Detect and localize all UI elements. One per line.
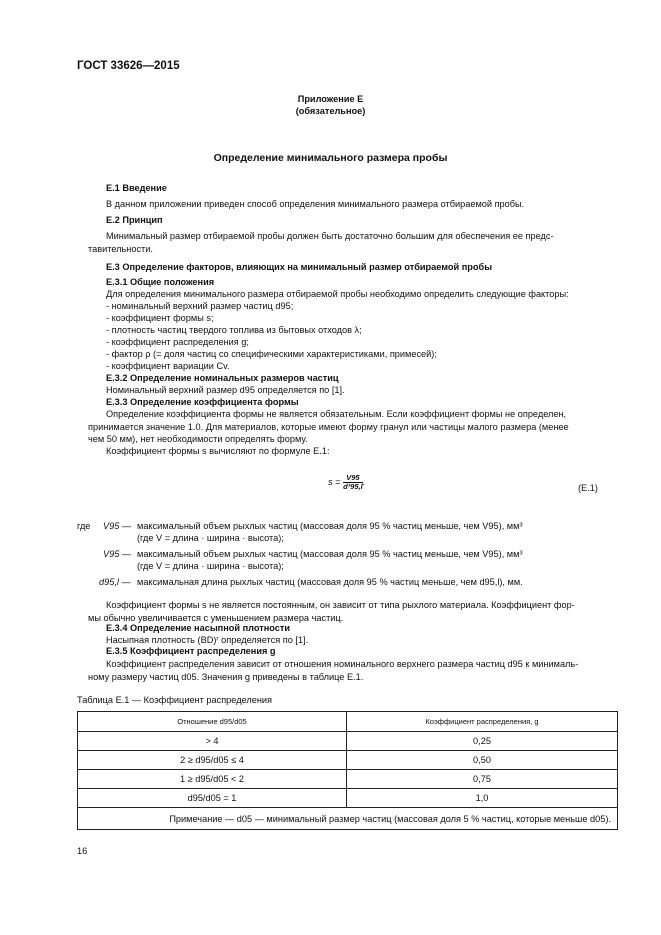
appendix-status: (обязательное) (295, 106, 366, 116)
distribution-table (77, 711, 618, 830)
table-row (78, 789, 618, 808)
e3-heading: Е.3 Определение факторов, влияющих на минимальный размер отбираемой пробы (106, 262, 493, 272)
formula (328, 474, 365, 491)
appendix-title: Приложение Е (297, 94, 364, 104)
list-item: - фактор ρ (= доля частиц со специфическими характеристиками, примесей); (106, 349, 437, 359)
formula-label: (Е.1) (578, 483, 598, 493)
table-cell-ratio: 2 ≥ d95/d05 ≤ 4 (78, 751, 347, 770)
e33-heading: Е.3.3 Определение коэффициента формы (106, 397, 299, 407)
where-note: (где V = длина · ширина · высота); (137, 561, 284, 571)
list-item: - плотность частиц твердого топлива из бытовых отходов λ; (106, 325, 362, 335)
table-row (78, 732, 618, 751)
table-row (78, 770, 618, 789)
where-definition: максимальная длина рыхлых частиц (массовая доля 95 % частиц меньше, чем d95,l), мм. (137, 577, 523, 587)
table-header-g: Коэффициент распределения, g (347, 712, 618, 732)
where-symbol: V95 — (103, 549, 132, 559)
e35-text-1: Коэффициент распределения зависит от отношения номинального верхнего размера частиц d95 к минималь- (106, 659, 579, 669)
e31-intro: Для определения минимального размера отбираемой пробы необходимо определить следующие факторы: (106, 289, 569, 299)
table-cell-ratio: > 4 (78, 732, 347, 751)
e33-formula-intro: Коэффициент формы s вычисляют по формуле Е.1: (106, 446, 330, 456)
where-note: (где V = длина · ширина · высота); (137, 533, 284, 543)
e33-text-1: Определение коэффициента формы не является обязательным. Если коэффициент формы не определен, (106, 409, 567, 419)
formula-end: . (362, 476, 366, 487)
table-note: Примечание — d05 — минимальный размер частиц (массовая доля 5 % частиц, которые меньше d05). (78, 808, 618, 830)
e1-text: В данном приложении приведен способ определения минимального размера отбираемой пробы. (106, 199, 525, 209)
e33-text-2: принимается значение 1.0. Для материалов, которые имеют форму гранул или частицы малого размера (менее (88, 422, 569, 432)
e34-text: Насыпная плотность (BD)ʳ определяется по [1]. (106, 635, 309, 645)
e2-text-2: тавительности. (88, 244, 153, 254)
formula-denominator: d³95,l (343, 482, 363, 491)
table-header-ratio: Отношение d95/d05 (78, 712, 347, 732)
where-definition: максимальный объем рыхлых частиц (массовая доля 95 % частиц меньше, чем V95), мм³ (137, 521, 523, 531)
e2-heading: Е.2 Принцип (106, 215, 163, 225)
e35-heading: Е.3.5 Коэффициент распределения g (106, 646, 276, 656)
list-item: - номинальный верхний размер частиц d95; (106, 301, 294, 311)
e31-heading: Е.3.1 Общие положения (106, 277, 215, 287)
table-cell-ratio: 1 ≥ d95/d05 < 2 (78, 770, 347, 789)
table-cell-ratio: d95/d05 = 1 (78, 789, 347, 808)
e34-heading: Е.3.4 Определение насыпной плотности (106, 623, 291, 633)
list-item: - коэффициент вариации Cv. (106, 361, 230, 371)
table-cell-g: 0,50 (347, 751, 618, 770)
table-cell-g: 0,25 (347, 732, 618, 751)
shape-note-2: мы обычно увеличивается с уменьшением размера частиц. (88, 613, 344, 623)
e1-heading: Е.1 Введение (106, 183, 167, 193)
e32-text: Номинальный верхний размер d95 определяется по [1]. (106, 385, 345, 395)
formula-fraction (343, 474, 363, 491)
table-cell-g: 1,0 (347, 789, 618, 808)
e2-text-1: Минимальный размер отбираемой пробы должен быть достаточно большим для обеспечения ее предс- (106, 231, 554, 241)
formula-lhs: s = (328, 476, 341, 487)
table-cell-g: 0,75 (347, 770, 618, 789)
list-item: - коэффициент распределения g; (106, 337, 249, 347)
where-definition: максимальный объем рыхлых частиц (массовая доля 95 % частиц меньше, чем V95), мм³ (137, 549, 523, 559)
formula-numerator: V95 (343, 474, 363, 483)
list-item: - коэффициент формы s; (106, 313, 214, 323)
table-caption: Таблица Е.1 — Коэффициент распределения (77, 695, 273, 705)
e32-heading: Е.3.2 Определение номинальных размеров частиц (106, 373, 339, 383)
document-header: ГОСТ 33626—2015 (77, 60, 180, 72)
where-symbol: d95,l — (99, 577, 131, 587)
e33-text-3: чем 50 мм), нет необходимости определять форму. (88, 434, 308, 444)
main-title: Определение минимального размера пробы (213, 152, 448, 164)
where-symbol: V95 — (103, 521, 132, 531)
where-word: где (77, 521, 91, 531)
page-number: 16 (77, 846, 88, 856)
shape-note-1: Коэффициент формы s не является постоянным, он зависит от типа рыхлого материала. Коэффициент фор- (106, 600, 575, 610)
e35-text-2: ному размеру частиц d05. Значения g приведены в таблице Е.1. (88, 672, 364, 682)
table-row (78, 751, 618, 770)
